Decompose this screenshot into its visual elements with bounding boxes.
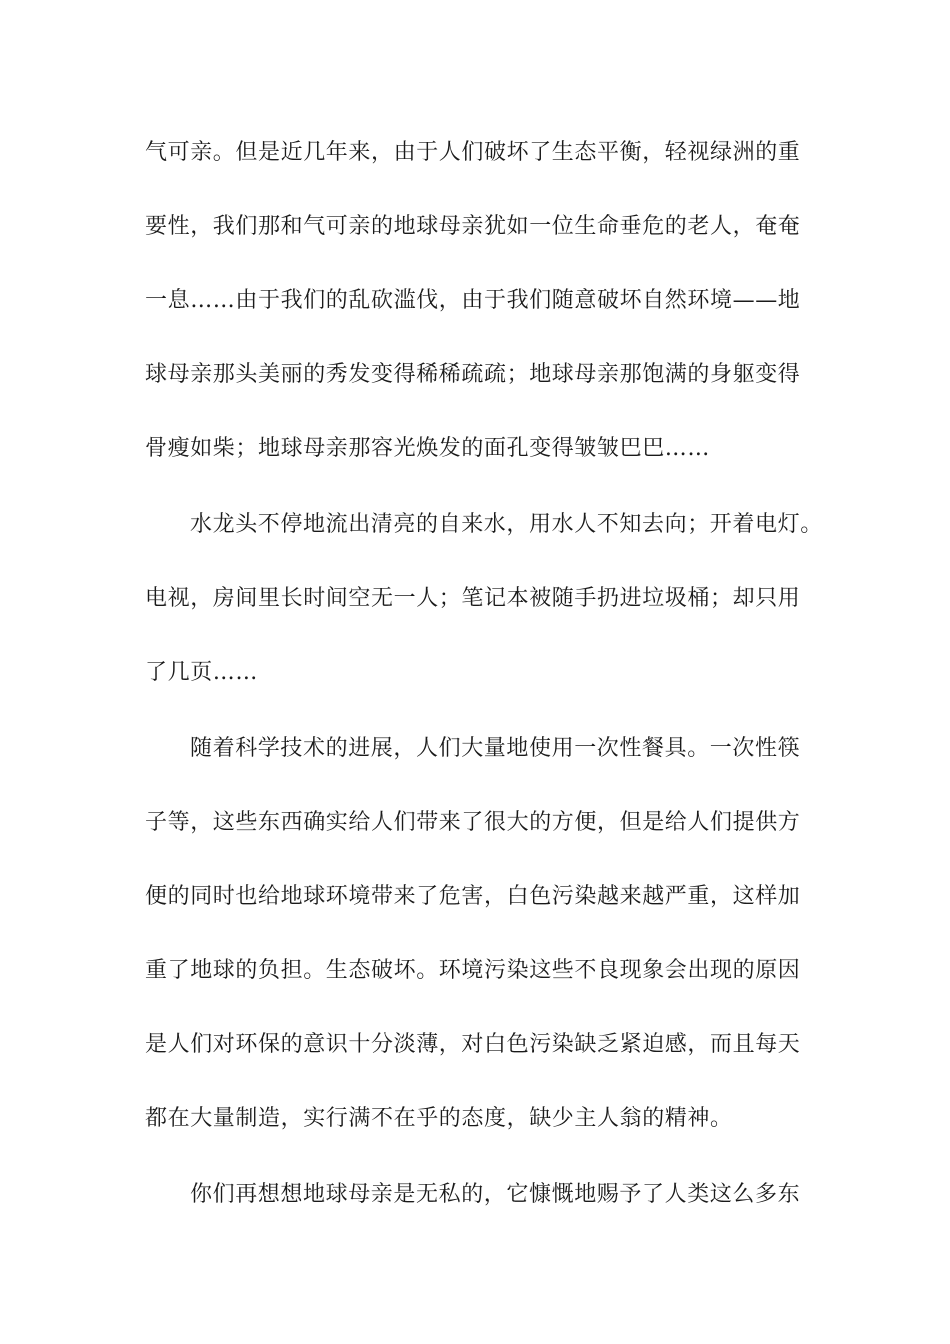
text-line: 是人们对环保的意识十分淡薄，对白色污染缺乏紧迫感，而且每天 [145, 1032, 801, 1057]
text-line: 都在大量制造，实行满不在乎的态度，缺少主人翁的精神。 [145, 1106, 733, 1131]
paragraph-start-line: 水龙头不停地流出清亮的自来水，用水人不知去向；开着电灯。 [190, 512, 823, 537]
text-line: 气可亲。但是近几年来，由于人们破坏了生态平衡，轻视绿洲的重 [145, 140, 801, 165]
text-line: 重了地球的负担。生态破坏。环境污染这些不良现象会出现的原因 [145, 958, 801, 983]
text-line: 一息……由于我们的乱砍滥伐，由于我们随意破坏自然环境——地 [145, 288, 801, 313]
text-line: 骨瘦如柴；地球母亲那容光焕发的面孔变得皱皱巴巴…… [145, 436, 711, 461]
text-line: 要性，我们那和气可亲的地球母亲犹如一位生命垂危的老人，奄奄 [145, 214, 801, 239]
text-line: 了几页…… [145, 660, 259, 685]
paragraph-start-line: 你们再想想地球母亲是无私的，它慷慨地赐予了人类这么多东 [190, 1182, 801, 1207]
paragraph-start-line: 随着科学技术的进展，人们大量地使用一次性餐具。一次性筷 [190, 736, 801, 761]
text-line: 便的同时也给地球环境带来了危害，白色污染越来越严重，这样加 [145, 884, 801, 909]
text-line: 球母亲那头美丽的秀发变得稀稀疏疏；地球母亲那饱满的身躯变得 [145, 362, 801, 387]
text-line: 电视，房间里长时间空无一人；笔记本被随手扔进垃圾桶；却只用 [145, 586, 801, 611]
text-line: 子等，这些东西确实给人们带来了很大的方便，但是给人们提供方 [145, 810, 801, 835]
